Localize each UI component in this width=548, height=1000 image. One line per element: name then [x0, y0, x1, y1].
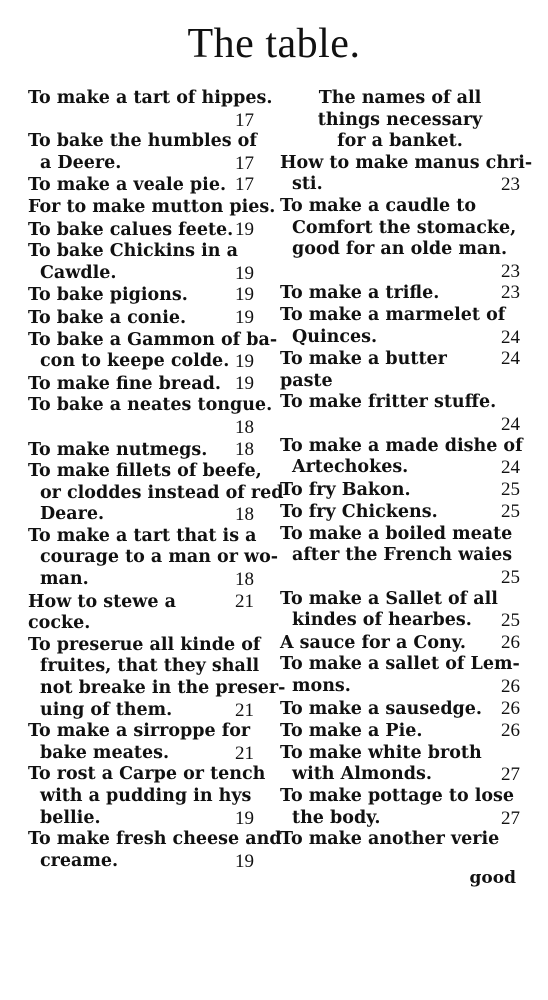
toc-entry [280, 348, 520, 392]
toc-entry [280, 720, 520, 743]
entry-title [28, 461, 284, 526]
page-number: 19 [235, 351, 254, 373]
entry-title [280, 435, 523, 479]
entry-title [28, 131, 257, 174]
catchword: good [469, 868, 516, 888]
entry-line: To make another verie [280, 829, 500, 850]
entry-line: good for an olde man. [292, 239, 508, 260]
entry-title [280, 305, 520, 348]
toc-entry [280, 654, 520, 697]
entry-text: Quinces. [292, 326, 378, 347]
toc-entry [280, 743, 520, 786]
page-number: 21 [235, 590, 254, 612]
entry-line [280, 174, 520, 196]
entry-title: To fry Chickens. [280, 502, 438, 523]
toc-entry [28, 461, 284, 526]
page-number: 24 [501, 457, 520, 479]
entry-line: not breake in the preser- [40, 678, 286, 699]
entry-title [28, 196, 276, 219]
entry-title: To make a sausedge. [280, 698, 483, 719]
entry-line: To make a tart of hippes. [28, 88, 273, 108]
entry-text: con to keepe colde. [40, 351, 230, 372]
entry-title [280, 589, 520, 632]
entry-line [28, 851, 254, 873]
entry-line [280, 676, 520, 698]
entry-title [280, 786, 520, 829]
toc-entry [280, 196, 520, 282]
page-number: 25 [501, 567, 520, 589]
entry-title [28, 241, 254, 284]
page-number: 17 [235, 152, 254, 174]
page-number: 26 [501, 631, 520, 653]
toc-entry [280, 282, 520, 305]
heading-line: The names of all [318, 88, 482, 108]
entry-line [280, 808, 520, 830]
page-number: 19 [235, 306, 254, 328]
page-number: 25 [501, 501, 520, 523]
entry-line: courage to a man or wo- [40, 547, 279, 568]
toc-entry [28, 307, 254, 330]
toc-entry [28, 721, 254, 764]
toc-entry [28, 241, 254, 284]
toc-entry [28, 174, 254, 197]
page-number: 18 [235, 416, 254, 438]
toc-entry [28, 764, 266, 829]
entry-line: To make a tart that is a [28, 525, 257, 546]
page-number: 23 [501, 174, 520, 196]
entry-text: uing of them. [40, 699, 173, 720]
entry-line: How to make manus chri- [280, 152, 533, 173]
entry-line: To make a marmelet of [280, 304, 506, 325]
toc-entry [28, 131, 257, 174]
page-number: 19 [235, 262, 254, 284]
entry-text: kindes of hearbes. [292, 610, 472, 631]
heading-line: things necessary [317, 109, 483, 130]
entry-line: fruites, that they shall [40, 656, 260, 677]
entry-title: To bake a conie. [28, 307, 187, 328]
page-number: 21 [235, 699, 254, 721]
toc-entry [280, 698, 520, 721]
page-number: 26 [501, 697, 520, 719]
entry-title [280, 654, 520, 697]
entry-text: bellie. [40, 807, 101, 828]
toc-entry [28, 88, 273, 131]
toc-entry [28, 329, 278, 373]
toc-entry [28, 591, 254, 635]
entry-title: To fry Bakon. [280, 479, 411, 500]
toc-entry [28, 373, 254, 396]
entry-line: To make a boiled meate [280, 523, 513, 544]
entry-text: bake meates. [40, 742, 170, 763]
entry-line: To bake a neates tongue. [28, 395, 273, 416]
page-number: 17 [235, 174, 254, 196]
entry-text: a Deere. [40, 152, 122, 173]
entry-line: To make a sirroppe for [28, 721, 251, 742]
entry-title: To make a Pie. [280, 721, 423, 742]
entry-text: Artechokes. [292, 457, 409, 478]
entry-text: sti. [292, 174, 323, 195]
toc-entry [280, 829, 520, 851]
left-column [28, 88, 286, 872]
page-number: 18 [235, 569, 254, 591]
toc-entry [28, 829, 282, 872]
page-title: The table. [187, 21, 361, 67]
page-number: 24 [501, 326, 520, 348]
entry-line: To make fritter stuffe. [280, 392, 497, 413]
entry-title: To make a trifle. [280, 283, 440, 304]
entry-line [28, 153, 254, 175]
page-number: 18 [235, 504, 254, 526]
page-number: 23 [501, 282, 520, 304]
entry-line: or cloddes instead of red [40, 482, 284, 503]
entry-title: To make fine bread. [28, 373, 221, 394]
page-number: 27 [501, 807, 520, 829]
toc-entry [28, 196, 276, 219]
page-number: 19 [235, 850, 254, 872]
page-number: 17 [235, 109, 254, 131]
toc-entry [280, 501, 520, 524]
toc-entry [28, 439, 254, 462]
entry-line: For to make mutton pies. [28, 196, 276, 217]
entry-text: mons. [292, 676, 351, 697]
entry-title [280, 392, 520, 414]
entry-title [280, 152, 533, 196]
right-column [280, 88, 533, 851]
entry-title: To make a butter paste [280, 349, 447, 391]
entry-text: the body. [292, 807, 381, 828]
entry-line: To make a sallet of Lem- [280, 654, 520, 675]
page-number: 19 [235, 807, 254, 829]
toc-entry [280, 524, 520, 589]
entry-title [28, 764, 266, 829]
entry-line [280, 764, 520, 786]
entry-line: To preserue all kinde of [28, 634, 261, 655]
entry-line [28, 569, 254, 591]
entry-title [280, 196, 520, 261]
entry-title [28, 721, 254, 764]
toc-entry [28, 634, 286, 721]
entry-line [280, 457, 520, 479]
entry-line [28, 808, 254, 830]
entry-text: Deare. [40, 504, 105, 525]
page-number: 27 [501, 764, 520, 786]
entry-text: with Almonds. [292, 764, 432, 785]
entry-line [28, 263, 254, 285]
page-number: 25 [501, 610, 520, 632]
entry-title [280, 829, 520, 851]
entry-line: To bake a Gammon of ba- [28, 329, 278, 350]
section-heading [280, 88, 520, 153]
entry-line [280, 327, 520, 349]
entry-line: To make white broth [280, 742, 482, 763]
page-number: 24 [501, 348, 520, 370]
page-number: 18 [235, 438, 254, 460]
toc-entry [280, 152, 533, 196]
entry-title: To bake calues feete. [28, 219, 234, 240]
entry-title: To make nutmegs. [28, 439, 208, 460]
entry-line: To make pottage to lose [280, 786, 515, 806]
entry-text: man. [40, 569, 89, 590]
entry-title: To bake pigions. [28, 285, 188, 306]
toc-entry [280, 392, 520, 435]
entry-title: To make a veale pie. [28, 175, 227, 196]
entry-title [28, 88, 273, 110]
toc-entry [280, 589, 520, 632]
entry-title [28, 829, 282, 872]
entry-title: How to stewe a cocke. [28, 591, 176, 634]
entry-line: Comfort the stomacke, [292, 217, 517, 238]
toc-entry [28, 395, 273, 438]
toc-entry [280, 632, 520, 655]
entry-text: Cawdle. [40, 262, 117, 283]
toc-entry [280, 786, 520, 829]
entry-line [28, 700, 254, 722]
entry-title [28, 329, 278, 373]
toc-entry [28, 284, 254, 307]
page-number: 26 [501, 676, 520, 698]
entry-line [280, 610, 520, 632]
entry-line: To make fresh cheese and [28, 829, 282, 850]
heading-line: for a banket. [337, 131, 463, 152]
page-number: 24 [501, 413, 520, 435]
entry-line: To rost a Carpe or tench [28, 764, 266, 785]
toc-entry [280, 305, 520, 348]
page-number: 25 [501, 478, 520, 500]
entry-line: To bake Chickins in a [28, 241, 238, 262]
page-number: 21 [235, 742, 254, 764]
entry-title [28, 525, 279, 591]
entry-title: A sauce for a Cony. [280, 632, 466, 653]
toc-entry [280, 435, 523, 479]
entry-line: with a pudding in hys [40, 786, 252, 806]
entry-line [28, 351, 254, 373]
page-number: 26 [501, 720, 520, 742]
entry-line [28, 504, 254, 526]
entry-line: To bake the humbles of [28, 131, 257, 152]
entry-line: To make a made dishe of [280, 435, 523, 456]
entry-line: To make a caudle to [280, 195, 477, 216]
page-number: 19 [235, 218, 254, 240]
entry-text: creame. [40, 850, 119, 871]
entry-line: To make fillets of beefe, [28, 461, 262, 482]
page-number: 23 [501, 260, 520, 282]
toc-entry [280, 479, 520, 502]
toc-entry [28, 525, 279, 591]
entry-title [280, 743, 520, 786]
entry-line: after the French waies [292, 545, 513, 566]
page-number: 19 [235, 284, 254, 306]
page-number: 19 [235, 372, 254, 394]
toc-entry [28, 219, 254, 242]
entry-title [280, 524, 520, 567]
entry-title [28, 395, 273, 417]
entry-title [28, 634, 286, 721]
right-entries [280, 152, 533, 851]
entry-line [28, 743, 254, 765]
entry-line: To make a Sallet of all [280, 588, 498, 609]
